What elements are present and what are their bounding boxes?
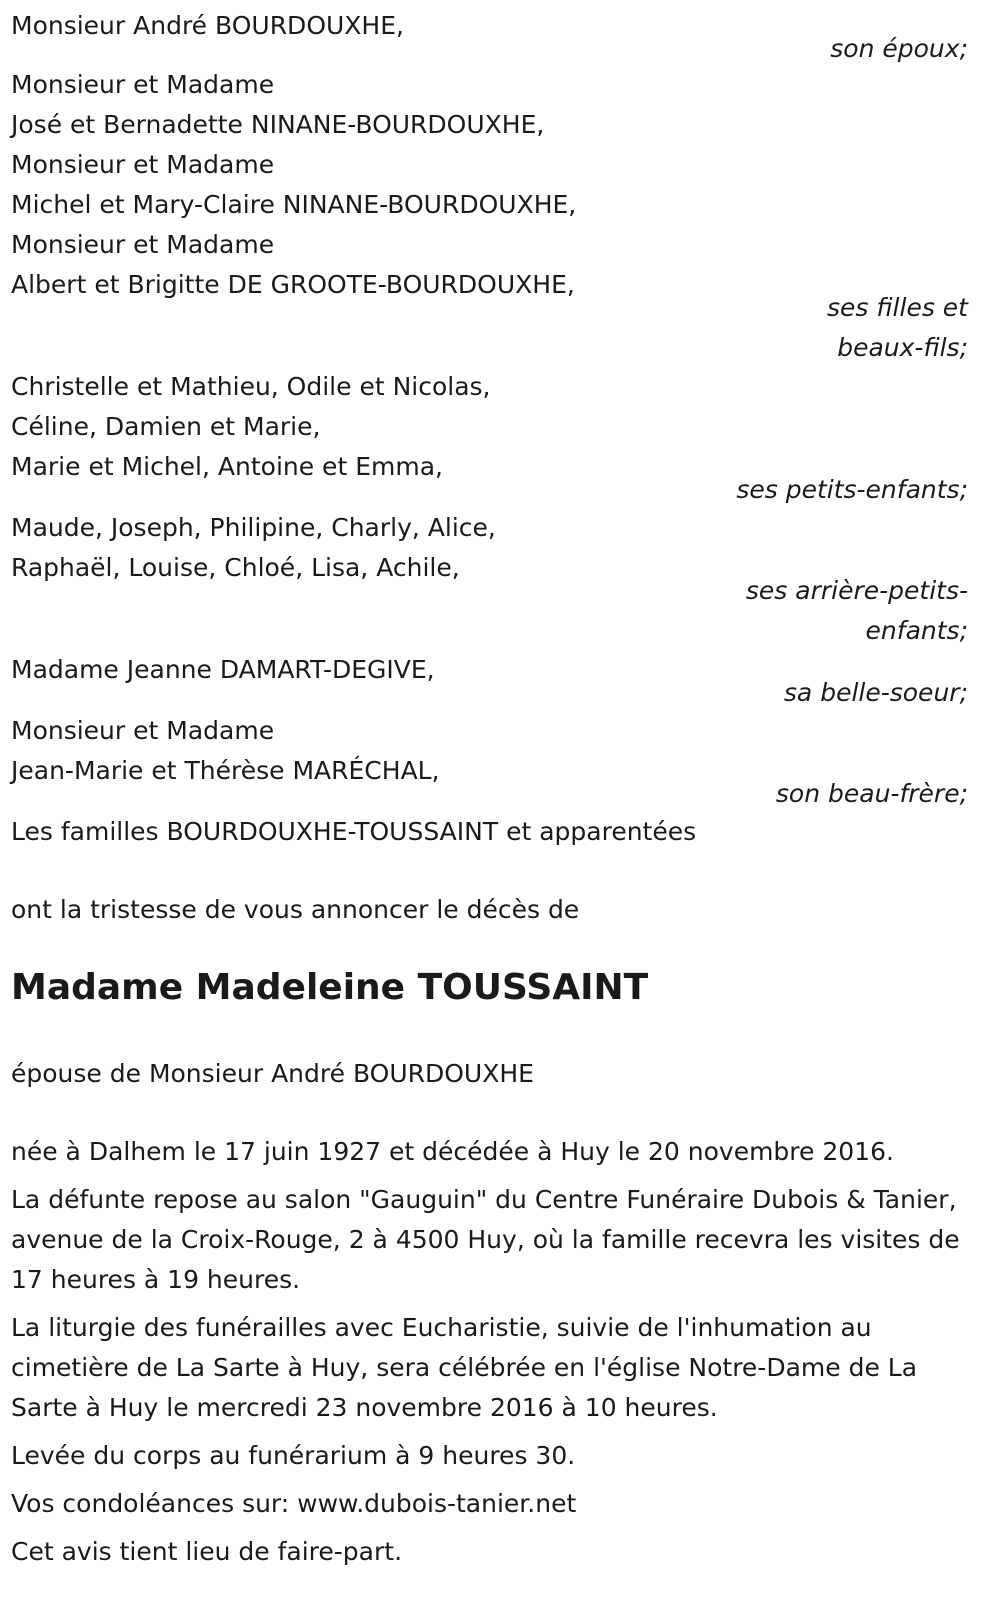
family-line: Raphaël, Louise, Chloé, Lisa, Achile, [11, 553, 460, 582]
family-line: Céline, Damien et Marie, [11, 412, 321, 441]
rest-info: La défunte repose au salon "Gauguin" du Centre Funéraire Dubois & Tanier, avenue de la Croix-Rouge, 2 à 4500 Huy, où la famille recevra les visites de 17 heures à 19 heures. [11, 1185, 960, 1294]
relation-label: enfants; [865, 616, 968, 645]
family-group-grandchildren [11, 367, 968, 510]
relation-label: son beau-frère; [775, 779, 968, 808]
family-line: Monsieur et Madame [11, 70, 275, 99]
condolences-info: Vos condoléances sur: www.dubois-tanier.net [11, 1489, 577, 1518]
relation-label: ses filles et [827, 293, 968, 322]
family-line: Madame Jeanne DAMART-DEGIVE, [11, 655, 435, 684]
family-group-families [11, 812, 968, 852]
deceased-name: Madame Madeleine TOUSSAINT [11, 967, 649, 1008]
family-line: Jean-Marie et Thérèse MARÉCHAL, [11, 756, 440, 785]
family-line: Monsieur et Madame [11, 150, 275, 179]
relation-label: ses arrière-petits- [745, 576, 968, 605]
family-group-brother-in-law [11, 711, 968, 814]
family-group-spouse [11, 6, 968, 69]
spouse-line: épouse de Monsieur André BOURDOUXHE [11, 1059, 534, 1088]
faire-part-notice: Cet avis tient lieu de faire-part. [11, 1537, 403, 1566]
birth-death-dates: née à Dalhem le 17 juin 1927 et décédée à Huy le 20 novembre 2016. [11, 1137, 894, 1166]
liturgy-info: La liturgie des funérailles avec Eucharistie, suivie de l'inhumation au cimetière de La Sarte à Huy, sera célébrée en l'église Notre-Dame de La Sarte à Huy le mercredi 23 novembre 2016 à 10 heures. [11, 1313, 918, 1422]
family-line: José et Bernadette NINANE-BOURDOUXHE, [11, 110, 545, 139]
family-line: Christelle et Mathieu, Odile et Nicolas, [11, 372, 491, 401]
family-line: Albert et Brigitte DE GROOTE-BOURDOUXHE, [11, 270, 575, 299]
relation-label: beaux-fils; [837, 333, 968, 362]
family-group-daughters [11, 65, 968, 368]
family-line: Monsieur et Madame [11, 716, 275, 745]
relation-label: ses petits-enfants; [736, 475, 968, 504]
family-line: Monsieur André BOURDOUXHE, [11, 11, 404, 40]
family-line: Michel et Mary-Claire NINANE-BOURDOUXHE, [11, 190, 577, 219]
family-group-great-grandchildren [11, 508, 968, 651]
family-line: Monsieur et Madame [11, 230, 275, 259]
relation-label: son époux; [830, 34, 968, 63]
relation-label: sa belle-soeur; [783, 678, 968, 707]
family-group-sister-in-law [11, 650, 968, 713]
levee-info: Levée du corps au funérarium à 9 heures 30. [11, 1441, 576, 1470]
family-line: Marie et Michel, Antoine et Emma, [11, 452, 443, 481]
announcement: ont la tristesse de vous annoncer le décès de [11, 895, 580, 924]
obituary-notice [0, 6, 1000, 1620]
family-line: Les familles BOURDOUXHE-TOUSSAINT et apparentées [11, 817, 697, 846]
family-line: Maude, Joseph, Philipine, Charly, Alice, [11, 513, 496, 542]
